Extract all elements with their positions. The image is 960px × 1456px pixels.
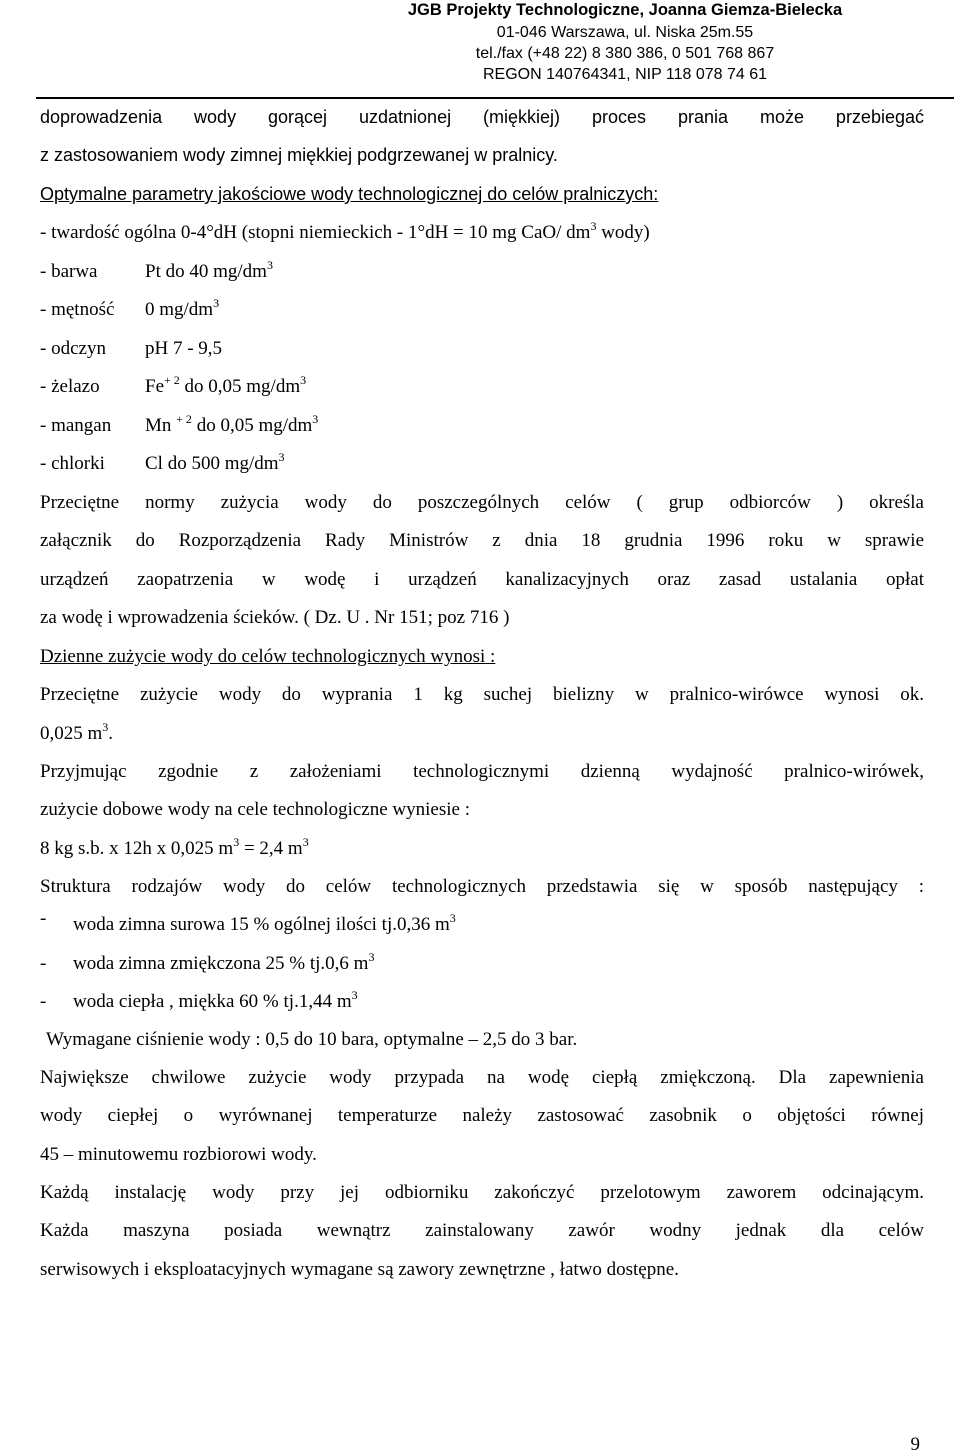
param-metnosc: - mętność 0 $mg/dm^3$	[40, 296, 220, 320]
section-heading: Dzienne zużycie wody do celów technologicznych wynosi :	[40, 646, 496, 667]
paragraph-line: za wodę i wprowadzenia ścieków. ( Dz. U . Nr 151; poz 716 )	[40, 607, 510, 628]
paragraph-line: 45 – minutowemu rozbiorowi wody.	[40, 1144, 317, 1165]
paragraph-line: załącznik do Rozporządzenia Rady Ministrów z dnia 18 grudnia 1996 roku w sprawie	[40, 530, 924, 551]
param-odczyn: - odczyn pH 7 - 9,5	[40, 338, 223, 359]
paragraph-line: Struktura rodzajów wody do celów technologicznych przedstawia się w sposób następujący :	[40, 876, 924, 897]
paragraph-line: Największe chwilowe zużycie wody przypada na wodę ciepłą zmiękczoną. Dla zapewnienia	[40, 1067, 924, 1088]
paragraph-line: Przyjmując zgodnie z założeniami technologicznymi dzienną wydajność pralnico-wirówek,	[40, 761, 924, 782]
header-company: JGB Projekty Technologiczne, Joanna Giemza-Bielecka	[407, 1, 843, 19]
paragraph-line: zużycie dobowe wody na cele technologiczne wyniesie :	[40, 799, 470, 820]
paragraph-line: Przeciętne zużycie wody do wyprania 1 kg suchej bielizny w pralnico-wirówce wynosi ok.	[40, 684, 924, 705]
paragraph-line: urządzeń zaopatrzenia w wodę i urządzeń kanalizacyjnych oraz zasad ustalania opłat	[40, 569, 924, 590]
water-item: - woda zimna zmiękczona 25 % tj.0,6 $m^3$	[40, 950, 375, 974]
header-phone: tel./fax (+48 22) 8 380 386, 0 501 768 867	[475, 45, 775, 62]
text-line: doprowadzenia wody gorącej uzdatnionej (miękkiej) proces prania może przebiegać	[40, 107, 924, 127]
water-item: - woda zimna surowa 15 % ogólnej ilości tj.0,36 $m^3$	[40, 908, 456, 935]
param-barwa: - barwa Pt do 40 $mg/dm^3$	[40, 258, 273, 282]
paragraph-line: Każda maszyna posiada wewnątrz zainstalowany zawór wodny jednak dla celów	[40, 1220, 924, 1241]
paragraph-line: wody ciepłej o wyrównanej temperaturze należy zastosować zasobnik o objętości równej	[40, 1105, 924, 1126]
text-line: z zastosowaniem wody zimnej miękkiej podgrzewanej w pralnicy.	[40, 145, 558, 165]
water-item: - woda ciepła , miękka 60 % tj.1,44 $m^3$	[40, 988, 358, 1012]
page-number: 9	[910, 1434, 920, 1455]
pressure-line: Wymagane ciśnienie wody : 0,5 do 10 bara, optymalne – 2,5 do 3 bar.	[46, 1029, 578, 1050]
paragraph-line: serwisowych i eksploatacyjnych wymagane są zawory zewnętrzne , łatwo dostępne.	[40, 1259, 679, 1280]
param-chlorki: - chlorki Cl do 500 $mg/dm^3$	[40, 450, 285, 474]
paragraph-line: 0,025 $m^3$.	[40, 720, 114, 744]
header-regon: REGON 140764341, NIP 118 078 74 61	[482, 66, 768, 83]
paragraph-line: Przeciętne normy zużycia wody do poszczególnych celów ( grup odbiorców ) określa	[40, 492, 924, 513]
header-divider	[36, 97, 954, 99]
param-mangan: - mangan Mn $^{+ 2}$ do 0,05 $mg/dm^3$	[40, 412, 319, 436]
calculation-line: 8 kg s.b. x 12h x 0,025 $m^3 = 2,4$ $m^3$	[40, 835, 309, 859]
text-line: Optymalne parametry jakościowe wody technologicznej do celów pralniczych:	[40, 184, 659, 204]
hardness-line: - twardość ogólna 0-4°dH (stopni niemieckich - 1°dH = 10 mg CaO/ $dm^3$ wody)	[40, 219, 650, 243]
paragraph-line: Każdą instalację wody przy jej odbiorniku zakończyć przelotowym zaworem odcinającym.	[40, 1182, 924, 1203]
param-zelazo: - żelazo $Fe^{+ 2}$ do 0,05 $mg/dm^3$	[40, 373, 307, 397]
header-address: 01-046 Warszawa, ul. Niska 25m.55	[496, 24, 754, 41]
